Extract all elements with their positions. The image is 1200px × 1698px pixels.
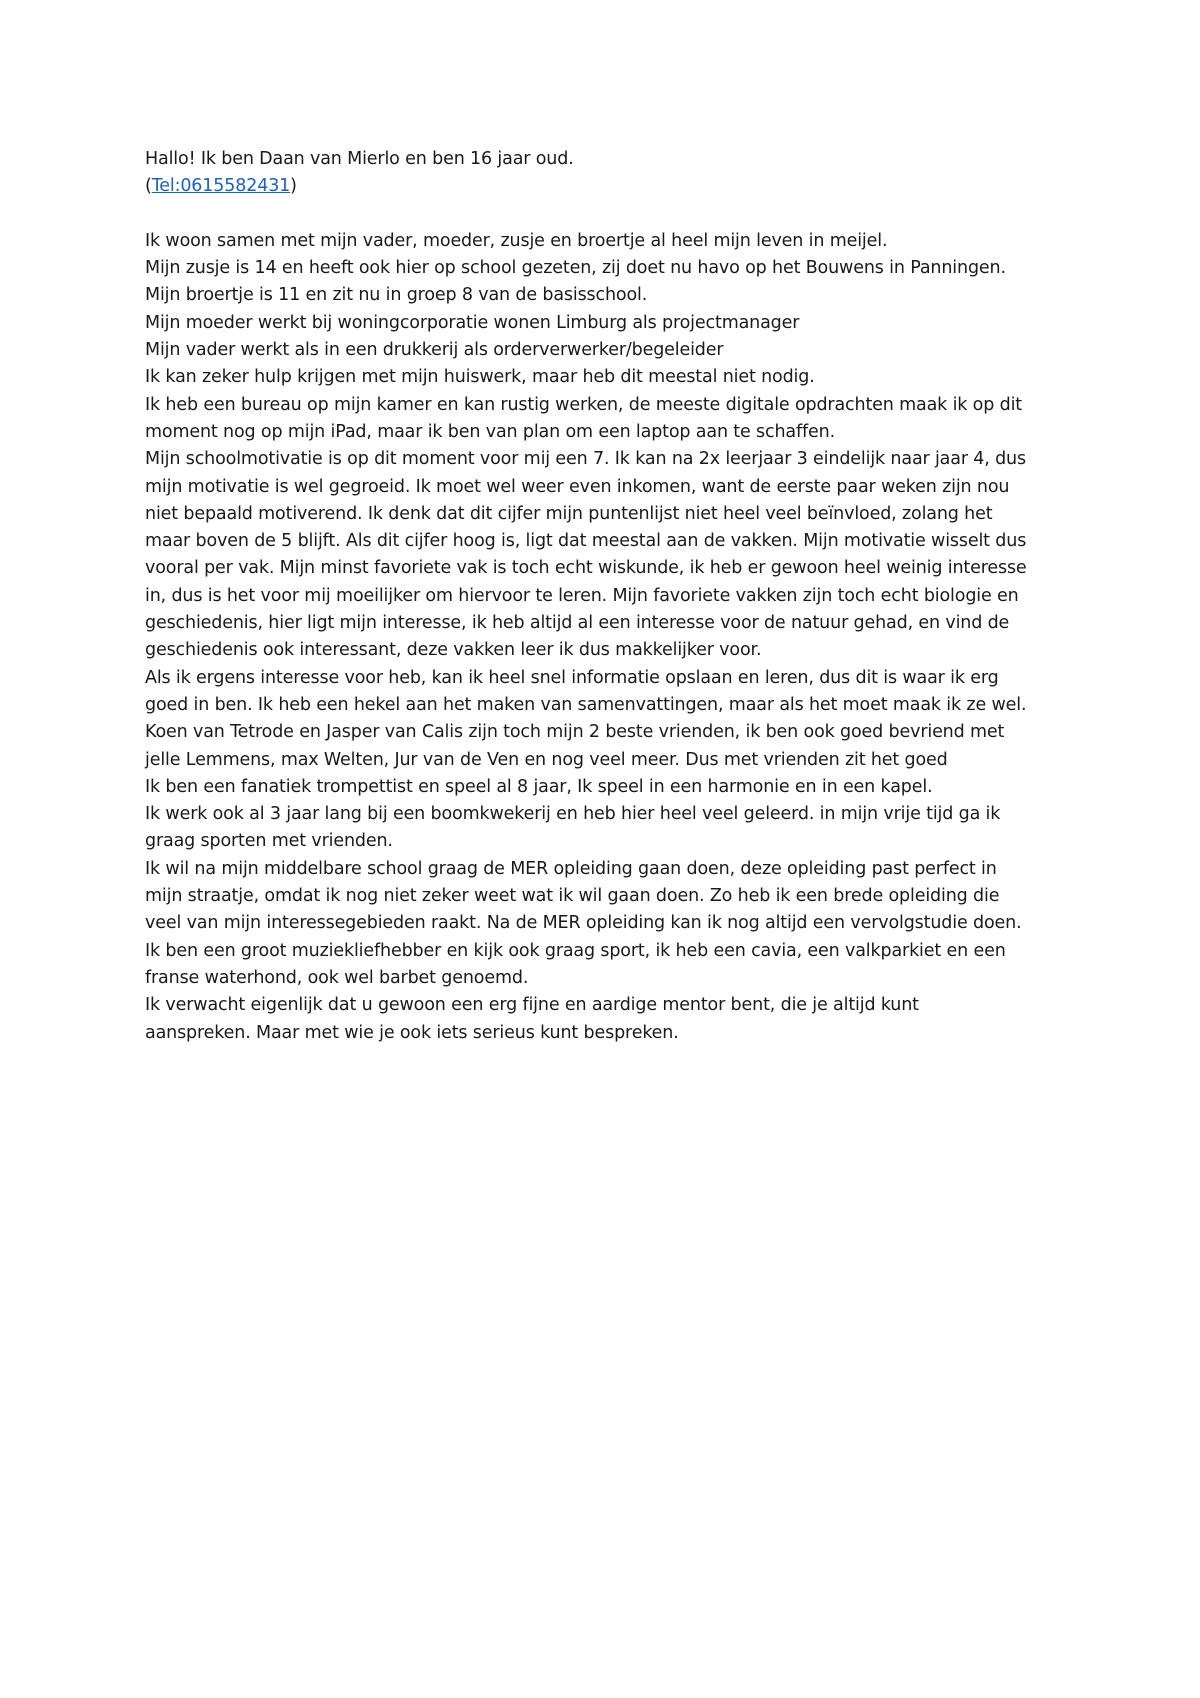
body-line: Ik ben een groot muziekliefhebber en kijk ook graag sport, ik heb een cavia, een valkparkiet en een (145, 940, 1006, 961)
body-line: niet bepaald motiverend. Ik denk dat dit cijfer mijn puntenlijst niet heel veel beïnvloed, zolang het (145, 503, 993, 524)
body-line: moment nog op mijn iPad, maar ik ben van plan om een laptop aan te schaffen. (145, 421, 835, 442)
body-line: Ik kan zeker hulp krijgen met mijn huiswerk, maar heb dit meestal niet nodig. (145, 367, 815, 388)
body-line: Ik woon samen met mijn vader, moeder, zusje en broertje al heel mijn leven in meijel. (145, 230, 888, 251)
body-line: Mijn moeder werkt bij woningcorporatie wonen Limburg als projectmanager (145, 312, 800, 333)
body-line: Ik verwacht eigenlijk dat u gewoon een erg fijne en aardige mentor bent, die je altijd kunt (145, 995, 919, 1016)
body-line: Mijn vader werkt als in een drukkerij als orderverwerker/begeleider (145, 340, 724, 361)
intro-line: Hallo! Ik ben Daan van Mierlo en ben 16 jaar oud. (145, 149, 574, 169)
body-line: graag sporten met vrienden. (145, 831, 393, 852)
empty-line (145, 201, 1075, 228)
body-line: jelle Lemmens, max Welten, Jur van de Ven en nog veel meer. Dus met vrienden zit het goed (145, 749, 948, 770)
body-line: mijn motivatie is wel gegroeid. Ik moet wel weer even inkomen, want de eerste paar weken zijn nou (145, 476, 1010, 497)
body-line: franse waterhond, ook wel barbet genoemd. (145, 967, 529, 988)
body-line: veel van mijn interessegebieden raakt. Na de MER opleiding kan ik nog altijd een vervolgstudie doen. (145, 913, 1022, 934)
body-line: Koen van Tetrode en Jasper van Calis zijn toch mijn 2 beste vrienden, ik ben ook goed bevriend met (145, 722, 1005, 743)
body-line: Ik heb een bureau op mijn kamer en kan rustig werken, de meeste digitale opdrachten maak ik op dit (145, 394, 1022, 415)
body-line: geschiedenis, hier ligt mijn interesse, ik heb altijd al een interesse voor de natuur gehad, en vind de (145, 613, 1010, 634)
body-line: Mijn broertje is 11 en zit nu in groep 8 van de basisschool. (145, 285, 648, 306)
paren-open: ( (145, 176, 152, 197)
body-line: Ik werk ook al 3 jaar lang bij een boomkwekerij en heb hier heel veel geleerd. in mijn vrije tijd ga ik (145, 804, 1001, 825)
body-line: aanspreken. Maar met wie je ook iets serieus kunt bespreken. (145, 1022, 679, 1043)
body-line: Als ik ergens interesse voor heb, kan ik heel snel informatie opslaan en leren, dus dit is waar ik erg (145, 667, 999, 688)
body-line: geschiedenis ook interessant, deze vakken leer ik dus makkelijker voor. (145, 640, 762, 661)
body-line: mijn straatje, omdat ik nog niet zeker weet wat ik wil gaan doen. Zo heb ik een brede opleiding die (145, 886, 1000, 907)
telephone-link[interactable]: Tel:0615582431 (151, 176, 291, 197)
body-line: maar boven de 5 blijft. Als dit cijfer hoog is, ligt dat meestal aan de vakken. Mijn motivatie wisselt dus (145, 531, 1027, 552)
body-line: goed in ben. Ik heb een hekel aan het maken van samenvattingen, maar als het moet maak ik ze wel. (145, 694, 1027, 715)
body-line: in, dus is het voor mij moeilijker om hiervoor te leren. Mijn favoriete vakken zijn toch echt biologie en (145, 585, 1019, 606)
body-line: vooral per vak. Mijn minst favoriete vak is toch echt wiskunde, ik heb er gewoon heel weinig interesse (145, 558, 1027, 579)
document-body (145, 146, 1075, 1047)
body-line: Mijn zusje is 14 en heeft ook hier op school gezeten, zij doet nu havo op het Bouwens in Panningen. (145, 258, 1006, 279)
paren-close: ) (290, 176, 297, 197)
telephone-line (145, 173, 1075, 200)
body-line: Ik wil na mijn middelbare school graag de MER opleiding gaan doen, deze opleiding past perfect in (145, 858, 997, 879)
body-line: Ik ben een fanatiek trompettist en speel al 8 jaar, Ik speel in een harmonie en in een kapel. (145, 776, 933, 797)
body-line: Mijn schoolmotivatie is op dit moment voor mij een 7. Ik kan na 2x leerjaar 3 eindelijk naar jaar 4, dus (145, 449, 1026, 470)
